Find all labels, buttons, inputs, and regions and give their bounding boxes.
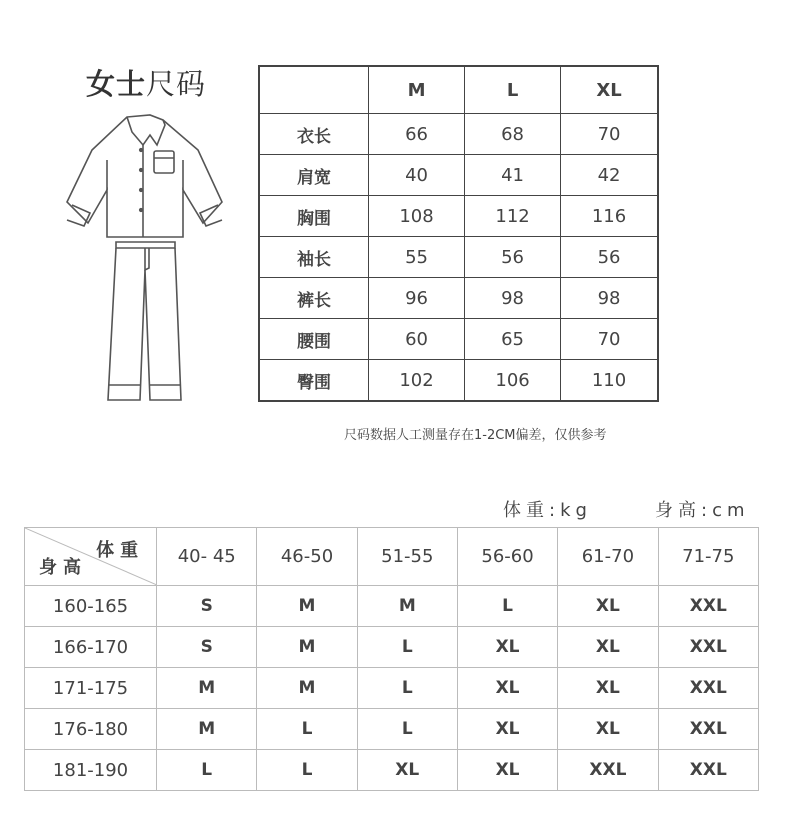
table-row xyxy=(259,196,658,237)
table-cell: 70 xyxy=(561,114,658,155)
size-cell: S xyxy=(157,627,257,668)
weight-header: 51-55 xyxy=(357,528,457,586)
row-label: 胸围 xyxy=(259,196,369,237)
size-cell: XL xyxy=(457,709,557,750)
table-cell: 65 xyxy=(465,319,561,360)
table-cell: 98 xyxy=(465,278,561,319)
row-label: 肩宽 xyxy=(259,155,369,196)
table-cell: 55 xyxy=(369,237,465,278)
size-cell: M xyxy=(357,586,457,627)
height-label: 166-170 xyxy=(25,627,157,668)
height-label: 171-175 xyxy=(25,668,157,709)
row-label: 裤长 xyxy=(259,278,369,319)
table-cell: 116 xyxy=(561,196,658,237)
size-cell: L xyxy=(157,750,257,791)
size-cell: XL xyxy=(558,586,658,627)
table-cell: 106 xyxy=(465,360,561,402)
size-recommendation-table xyxy=(24,527,759,791)
size-cell: M xyxy=(157,668,257,709)
size-cell: S xyxy=(157,586,257,627)
size-cell: XL xyxy=(457,750,557,791)
size-cell: M xyxy=(257,627,357,668)
height-unit: 身高:cm xyxy=(655,500,750,521)
size-cell: XL xyxy=(357,750,457,791)
table-header-row xyxy=(25,528,759,586)
table-row xyxy=(25,668,759,709)
table-row xyxy=(259,114,658,155)
size-cell: M xyxy=(157,709,257,750)
size-cell: XXL xyxy=(658,709,758,750)
table-row xyxy=(259,278,658,319)
table-cell: 42 xyxy=(561,155,658,196)
table-cell: 112 xyxy=(465,196,561,237)
row-label: 袖长 xyxy=(259,237,369,278)
corner-cell: 体重 身高 xyxy=(25,528,157,586)
size-cell: M xyxy=(257,586,357,627)
weight-header: 71-75 xyxy=(658,528,758,586)
size-cell: XL xyxy=(457,668,557,709)
size-cell: XL xyxy=(558,668,658,709)
table-row xyxy=(25,627,759,668)
table-cell: 70 xyxy=(561,319,658,360)
height-label: 160-165 xyxy=(25,586,157,627)
size-cell: XL xyxy=(558,627,658,668)
table-header-row: M L XL xyxy=(259,66,658,114)
table-cell: 56 xyxy=(465,237,561,278)
size-cell: XXL xyxy=(658,750,758,791)
size-cell: XXL xyxy=(658,668,758,709)
table-cell: 96 xyxy=(369,278,465,319)
table-cell: 110 xyxy=(561,360,658,402)
pajama-illustration-icon xyxy=(60,110,230,410)
table-cell: 66 xyxy=(369,114,465,155)
table-row xyxy=(259,360,658,402)
size-cell: XXL xyxy=(658,627,758,668)
table-row xyxy=(259,155,658,196)
table-cell: 98 xyxy=(561,278,658,319)
size-cell: XXL xyxy=(658,586,758,627)
page-title: 女士尺码 xyxy=(86,67,207,101)
table-cell: 108 xyxy=(369,196,465,237)
height-label: 181-190 xyxy=(25,750,157,791)
height-label: 176-180 xyxy=(25,709,157,750)
table-row xyxy=(259,319,658,360)
weight-header: 61-70 xyxy=(558,528,658,586)
size-cell: XL xyxy=(457,627,557,668)
size-cell: L xyxy=(357,627,457,668)
size-cell: L xyxy=(357,709,457,750)
row-label: 臀围 xyxy=(259,360,369,402)
table-row xyxy=(25,586,759,627)
size-cell: L xyxy=(257,750,357,791)
table-cell: 68 xyxy=(465,114,561,155)
measurement-note: 尺码数据人工测量存在1-2CM偏差，仅供参考 xyxy=(344,428,607,443)
weight-header: 56-60 xyxy=(457,528,557,586)
table-row xyxy=(259,237,658,278)
table-row xyxy=(25,709,759,750)
size-cell: L xyxy=(457,586,557,627)
size-cell: L xyxy=(257,709,357,750)
size-cell: L xyxy=(357,668,457,709)
weight-header: 46-50 xyxy=(257,528,357,586)
row-label: 衣长 xyxy=(259,114,369,155)
size-cell: M xyxy=(257,668,357,709)
table-cell: 56 xyxy=(561,237,658,278)
size-cell: XXL xyxy=(558,750,658,791)
table-cell: 102 xyxy=(369,360,465,402)
measurement-table xyxy=(258,65,659,402)
weight-header: 40- 45 xyxy=(157,528,257,586)
table-cell: 41 xyxy=(465,155,561,196)
table-cell: 60 xyxy=(369,319,465,360)
row-label: 腰围 xyxy=(259,319,369,360)
table-cell: 40 xyxy=(369,155,465,196)
weight-unit: 体重:kg xyxy=(503,500,592,521)
size-cell: XL xyxy=(558,709,658,750)
table-row xyxy=(25,750,759,791)
